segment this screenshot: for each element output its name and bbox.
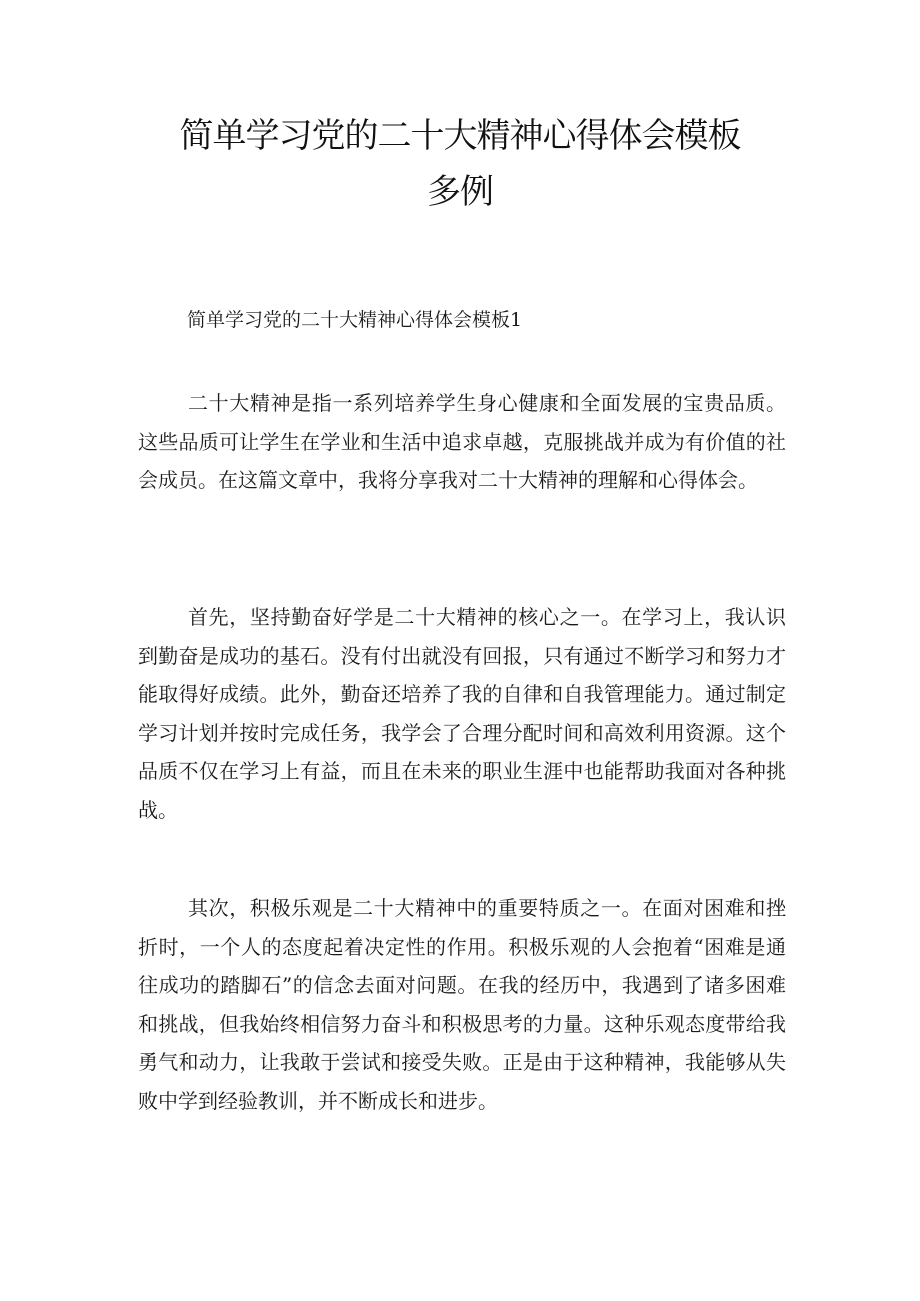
paragraph-2: 首先，坚持勤奋好学是二十大精神的核心之一。在学习上，我认识到勤奋是成功的基石。没有付出就没有回报，只有通过不断学习和努力才能取得好成绩。此外，勤奋还培养了我的自律和自我管理能力。通过制定学习计划并按时完成任务，我学会了合理分配时间和高效利用资源。这个品质不仅在学习上有益，而且在未来的职业生涯中也能帮助我面对各种挑战。 [138,605,786,822]
paragraph-3: 其次，积极乐观是二十大精神中的重要特质之一。在面对困难和挫折时，一个人的态度起着决定性的作用。积极乐观的人会抱着“困难是通往成功的踏脚石”的信念去面对问题。在我的经历中，我遇到了诸多困难和挑战，但我始终相信努力奋斗和积极思考的力量。这种乐观态度带给我勇气和动力，让我敢于尝试和接受失败。正是由于这种精神，我能够从失败中学到经验教训，并不断成长和进步。 [138,896,786,1113]
document-title: 简单学习党的二十大精神心得体会模板多例 [179,116,741,212]
section-heading: 简单学习党的二十大精神心得体会模板1 [187,309,523,331]
paragraph-1: 二十大精神是指一系列培养学生身心健康和全面发展的宝贵品质。这些品质可让学生在学业和生活中追求卓越，克服挑战并成为有价值的社会成员。在这篇文章中，我将分享我对二十大精神的理解和心得体会。 [138,391,786,492]
